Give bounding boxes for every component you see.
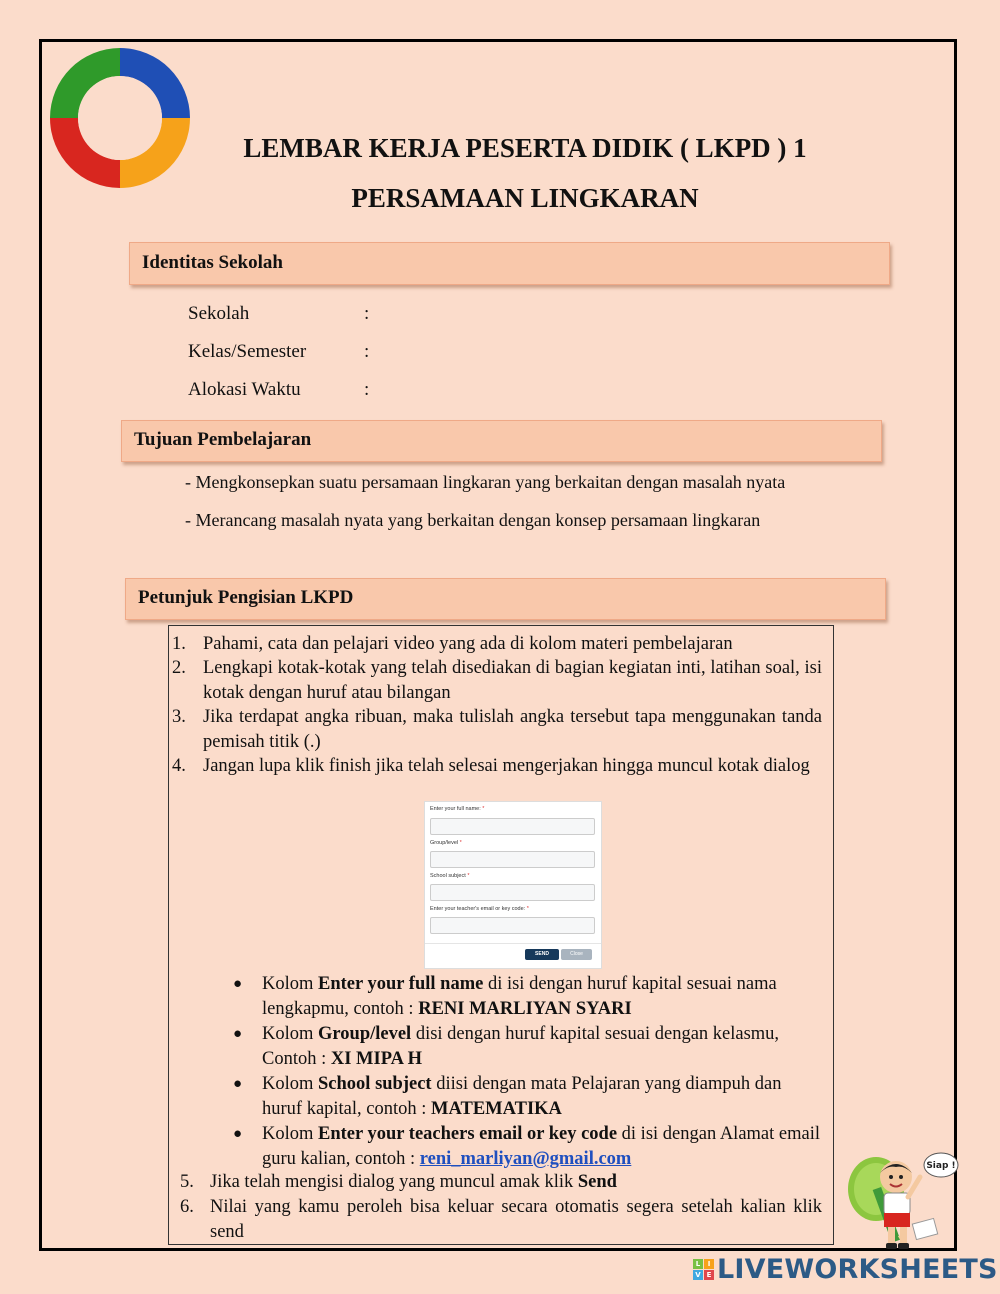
bullet-icon: ● bbox=[233, 1126, 243, 1142]
step-text: Jika telah mengisi dialog yang muncul amak klik Send bbox=[210, 1172, 617, 1192]
close-button[interactable]: Close bbox=[561, 949, 592, 960]
step-text: Pahami, cata dan pelajari video yang ada di kolom materi pembelajaran bbox=[203, 634, 733, 654]
submit-dialog-preview bbox=[424, 801, 602, 969]
petunjuk-heading: Petunjuk Pengisian LKPD bbox=[125, 578, 886, 620]
step-item bbox=[172, 705, 822, 754]
field-colon: : bbox=[364, 341, 370, 362]
field-colon: : bbox=[364, 303, 370, 324]
dialog-group-input[interactable] bbox=[430, 851, 595, 868]
dialog-subject-input[interactable] bbox=[430, 884, 595, 901]
bullet-item: ● Kolom School subject diisi dengan mata Pelajaran yang diampuh dan huruf kapital, contoh : MATEMATIKA bbox=[233, 1074, 782, 1119]
step-number: 4. bbox=[172, 756, 186, 776]
page-title: LEMBAR KERJA PESERTA DIDIK ( LKPD ) 1 bbox=[243, 133, 807, 163]
bullet-item: ● Kolom Enter your teachers email or key code di isi dengan Alamat email guru kalian, contoh : reni_marliyan@gmail.com bbox=[233, 1124, 820, 1169]
dialog-divider bbox=[425, 943, 601, 944]
page-subtitle: PERSAMAAN LINGKARAN bbox=[351, 183, 699, 213]
dialog-label-group: Group/level * bbox=[430, 840, 462, 846]
send-button[interactable]: SEND bbox=[525, 949, 559, 960]
dialog-label-subject: School subject * bbox=[430, 873, 470, 879]
tujuan-heading: Tujuan Pembelajaran bbox=[121, 420, 882, 462]
dialog-email-input[interactable] bbox=[430, 917, 595, 934]
field-label: Sekolah bbox=[188, 303, 250, 324]
step-text: Jangan lupa klik finish jika telah selesai mengerjakan hingga muncul kotak dialog bbox=[203, 756, 810, 776]
dialog-label-full-name: Enter your full name: * bbox=[430, 806, 485, 812]
bullet-item: ● Kolom Group/level disi dengan huruf kapital sesuai dengan kelasmu, Contoh : XI MIPA H bbox=[233, 1024, 780, 1069]
field-sekolah bbox=[188, 303, 370, 325]
step-item bbox=[180, 1195, 822, 1244]
field-kelas-semester bbox=[188, 341, 370, 363]
step-text: Nilai yang kamu peroleh bisa keluar secara otomatis segera setelah kalian klik send bbox=[210, 1197, 822, 1242]
field-alokasi-waktu bbox=[188, 379, 370, 401]
step-item bbox=[172, 632, 822, 657]
step-number: 2. bbox=[172, 658, 186, 678]
ring-logo bbox=[44, 42, 196, 194]
step-number: 5. bbox=[180, 1172, 194, 1192]
teacher-email-link[interactable]: reni_marliyan@gmail.com bbox=[419, 1148, 632, 1169]
field-label: Alokasi Waktu bbox=[188, 379, 301, 400]
step-text: Jika terdapat angka ribuan, maka tulislah angka tersebut tapa menggunakan tanda pemisah titik (.) bbox=[203, 707, 822, 752]
step-item bbox=[172, 754, 822, 779]
bullet-icon: ● bbox=[233, 1076, 243, 1092]
bullet-icon: ● bbox=[233, 976, 243, 992]
dialog-label-email: Enter your teacher's email or key code: * bbox=[430, 906, 529, 912]
liveworksheets-wordmark: LIVEWORKSHEETS bbox=[717, 1253, 998, 1285]
bullet-item: ● Kolom Enter your full name di isi dengan huruf kapital sesuai nama lengkapmu, contoh : RENI MARLIYAN SYARI bbox=[233, 974, 777, 1019]
step-number: 3. bbox=[172, 707, 186, 727]
identitas-heading: Identitas Sekolah bbox=[129, 242, 890, 285]
field-colon: : bbox=[364, 379, 370, 400]
step-number: 1. bbox=[172, 634, 186, 654]
step-text: Lengkapi kotak-kotak yang telah disediakan di bagian kegiatan inti, latihan soal, isi kotak dengan huruf atau bilangan bbox=[203, 658, 822, 703]
mascot-speech-text: Siap ! bbox=[926, 1161, 956, 1171]
bullet-icon: ● bbox=[233, 1026, 243, 1042]
dialog-full-name-input[interactable] bbox=[430, 818, 595, 835]
liveworksheets-logo bbox=[693, 1254, 998, 1284]
step-item bbox=[172, 656, 822, 705]
liveworksheets-grid-icon: L I V E bbox=[693, 1259, 714, 1280]
field-label: Kelas/Semester bbox=[188, 341, 307, 362]
step-number: 6. bbox=[180, 1197, 194, 1217]
pencil-mascot-illustration bbox=[846, 1147, 961, 1255]
tujuan-item: - Merancang masalah nyata yang berkaitan dengan konsep persamaan lingkaran bbox=[185, 510, 761, 530]
step-item bbox=[180, 1170, 822, 1195]
tujuan-item: - Mengkonsepkan suatu persamaan lingkaran yang berkaitan dengan masalah nyata bbox=[185, 472, 786, 492]
